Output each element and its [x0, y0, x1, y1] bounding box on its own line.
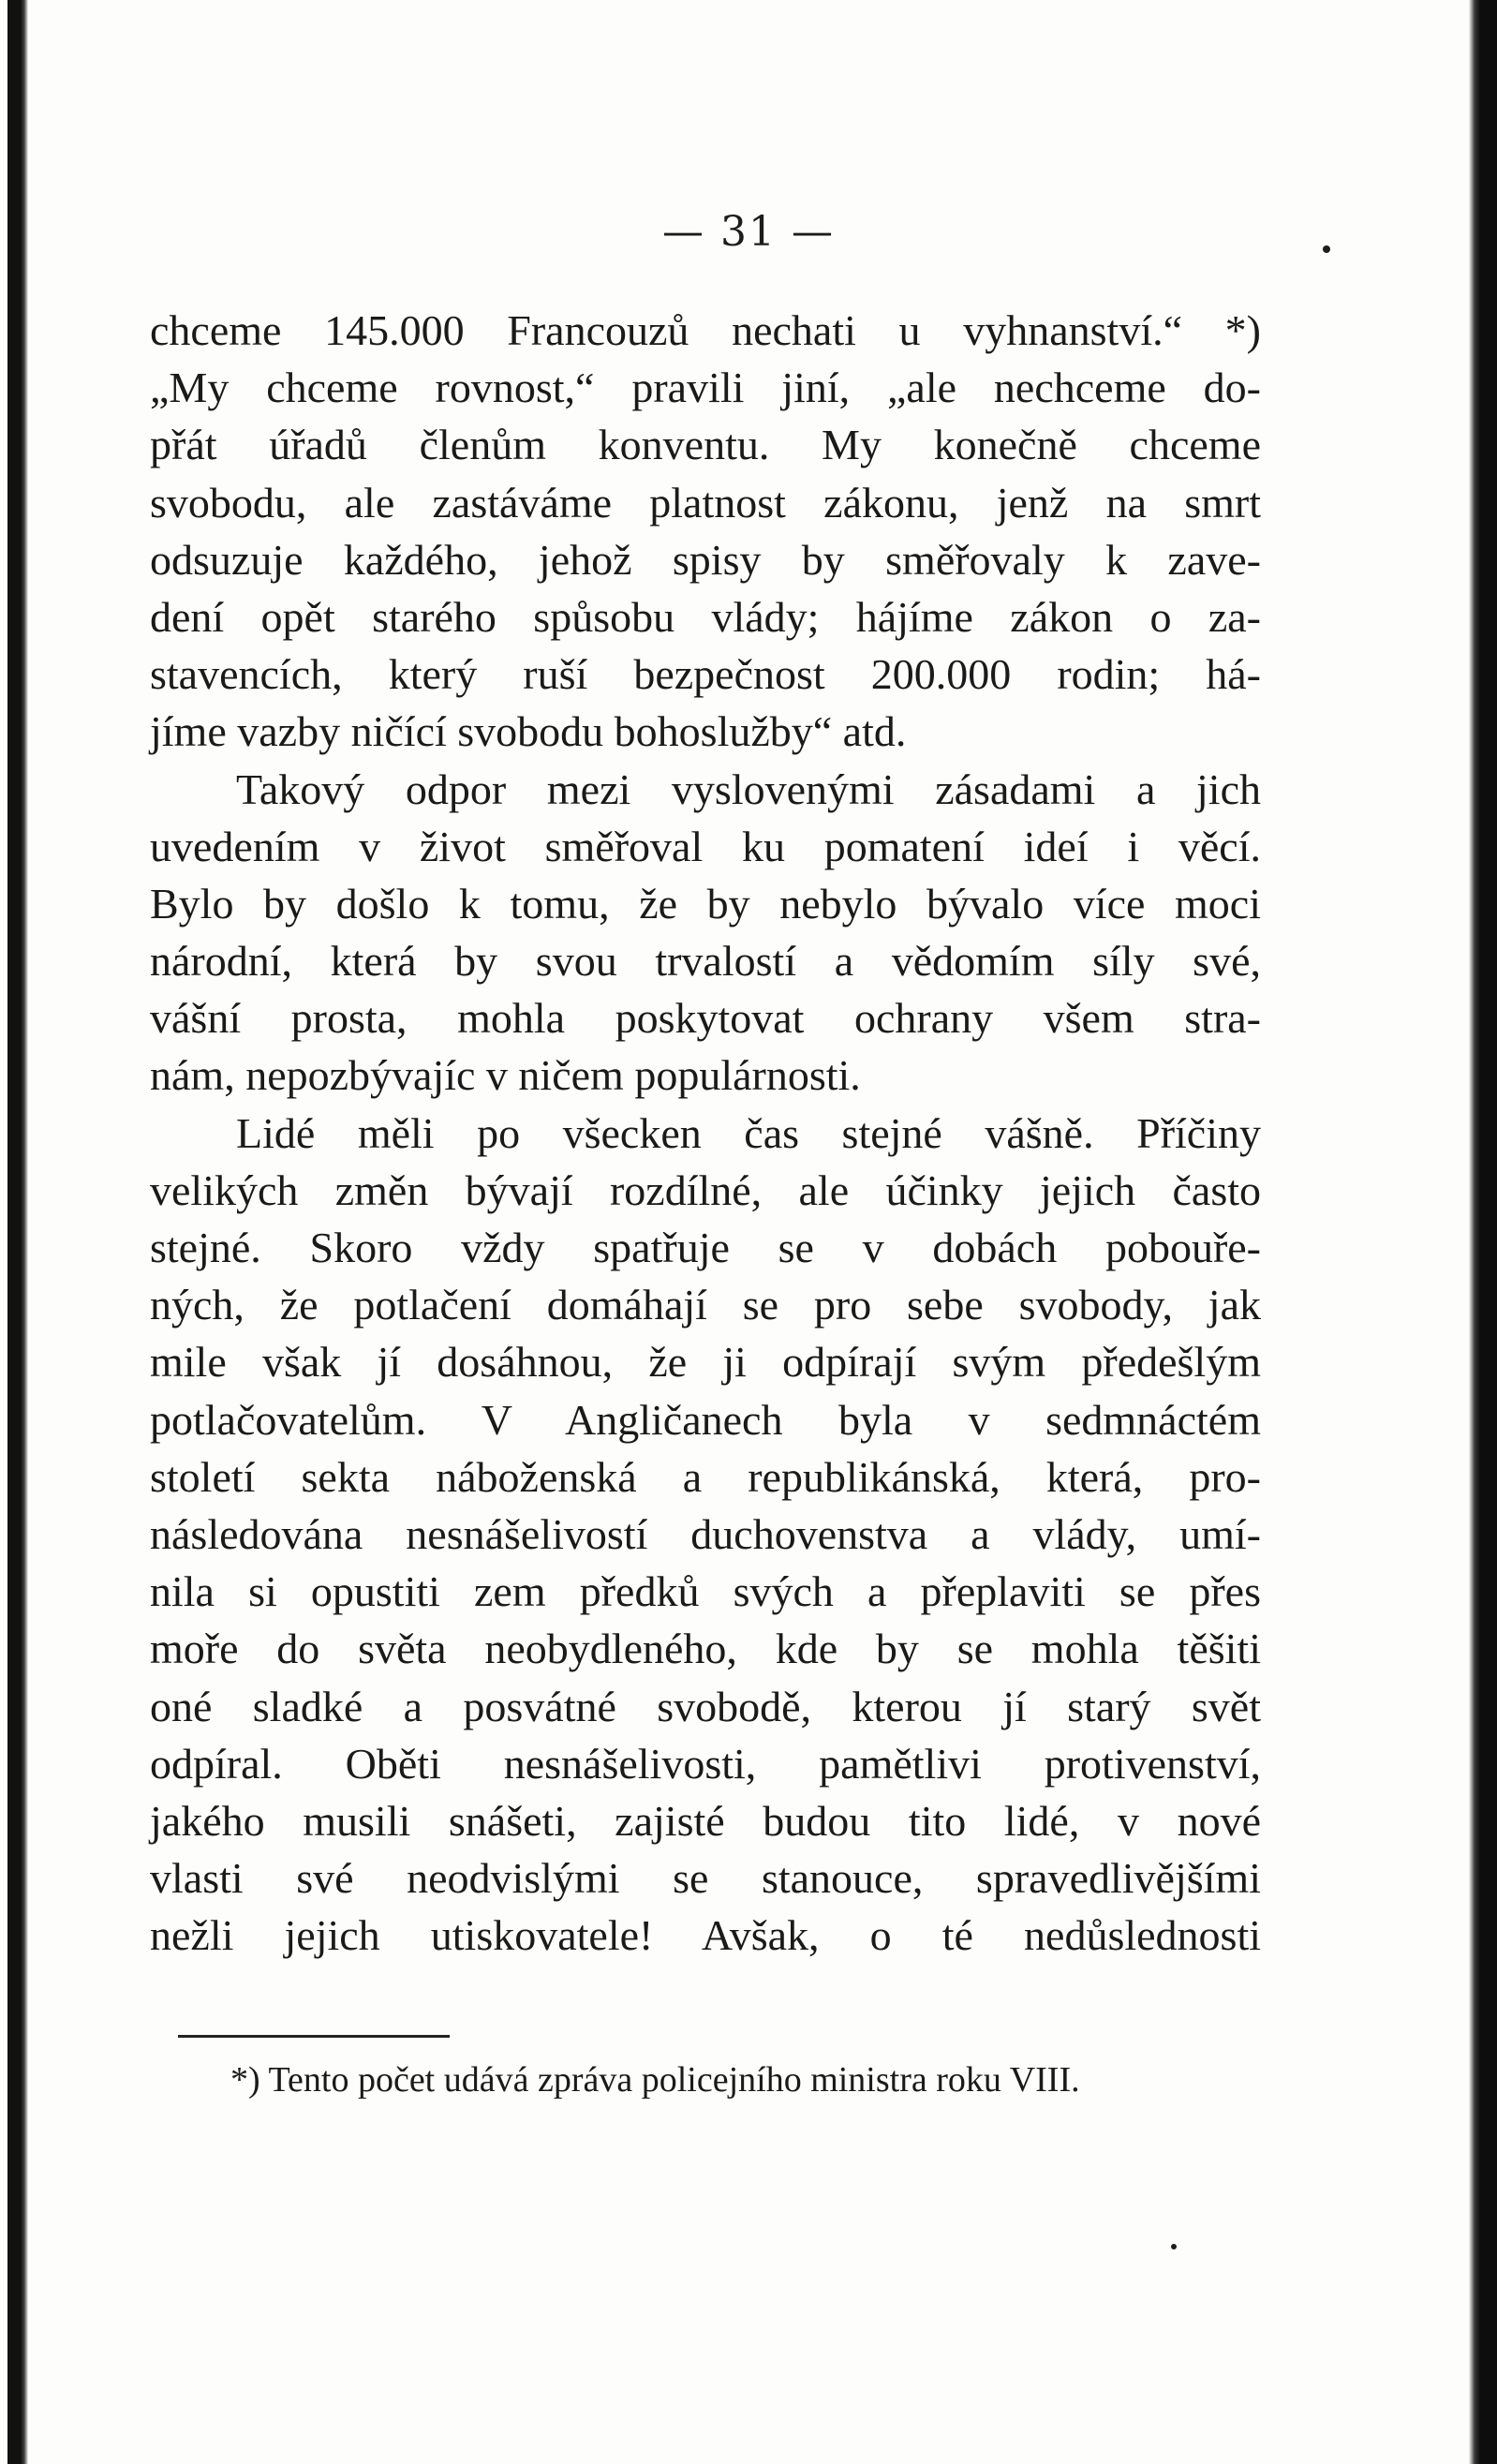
text-line: vlasti své neodvislými se stanouce, spravedlivějšími: [150, 1854, 1261, 1903]
text-line: nám, nepozbývajíc v ničem populárnosti.: [150, 1051, 861, 1100]
text-line: stejné. Skoro vždy spatřuje se v dobách pobouře-: [150, 1224, 1261, 1271]
text-line: odsuzuje každého, jehož spisy by směřovaly k zave-: [150, 535, 1261, 584]
text-line: Bylo by došlo k tomu, že by nebylo bývalo více moci: [150, 879, 1261, 928]
scan-edge-right: [1469, 0, 1497, 2464]
text-line: oné sladké a posvátné svobodě, kterou jí starý svět: [150, 1682, 1261, 1730]
text-line: století sekta náboženská a republikánská, která, pro-: [150, 1452, 1261, 1501]
text-line: přát úřadů členům konventu. My konečně chceme: [150, 421, 1261, 469]
text-line: stavencích, který ruší bezpečnost 200.000 rodin; há-: [150, 650, 1261, 699]
text-line: svobodu, ale zastáváme platnost zákonu, jenž na smrt: [150, 478, 1261, 527]
text-line: Takový odpor mezi vyslovenými zásadami a jich: [236, 764, 1261, 813]
footnote-divider: [178, 2035, 450, 2038]
text-line: nila si opustiti zem předků svých a přeplaviti se přes: [150, 1567, 1261, 1616]
body-text: [150, 302, 1261, 1964]
text-line: dení opět starého spůsobu vlády; hájíme zákon o za-: [150, 592, 1261, 641]
page-number: — 31 —: [662, 208, 835, 256]
text-line: odpíral. Oběti nesnášelivosti, pamětlivi protivenství,: [150, 1739, 1261, 1788]
text-line: vášní prosta, mohla poskytovat ochrany všem stra-: [150, 994, 1261, 1043]
text-line: ných, že potlačení domáhají se pro sebe svobody, jak: [150, 1281, 1261, 1329]
text-line: potlačovatelům. V Angličanech byla v sedmnáctém: [150, 1395, 1261, 1444]
text-line: velikých změn bývají rozdílné, ale účinky jejich často: [150, 1165, 1261, 1214]
text-line: chceme 145.000 Francouzů nechati u vyhnanství.“ *): [150, 306, 1261, 354]
text-line: jíme vazby ničící svobodu bohoslužby“ atd.: [150, 707, 907, 756]
text-line: jakého musili snášeti, zajisté budou tito lidé, v nové: [150, 1796, 1261, 1845]
text-line: moře do světa neobydleného, kde by se mohla těšiti: [150, 1625, 1261, 1673]
scan-speck: [1323, 245, 1330, 253]
scan-speck: [1171, 2244, 1177, 2249]
text-line: mile však jí dosáhnou, že ji odpírají svým předešlým: [150, 1338, 1261, 1387]
text-line: následována nesnášelivostí duchovenstva a vlády, umí-: [150, 1509, 1261, 1558]
text-line: nežli jejich utiskovatele! Avšak, o té nedůslednosti: [150, 1911, 1261, 1960]
text-line: uvedením v život směřoval ku pomatení ideí i věcí.: [150, 822, 1261, 870]
text-line: Lidé měli po všecken čas stejné vášně. Příčiny: [236, 1108, 1261, 1157]
text-line: „My chceme rovnost,“ pravili jiní, „ale nechceme do-: [150, 364, 1261, 412]
text-line: národní, která by svou trvalostí a vědomím síly své,: [150, 937, 1261, 986]
footnote: *) Tento počet udává zpráva policejního ministra roku VIII.: [230, 2060, 1080, 2100]
scan-edge-left: [7, 0, 28, 2464]
